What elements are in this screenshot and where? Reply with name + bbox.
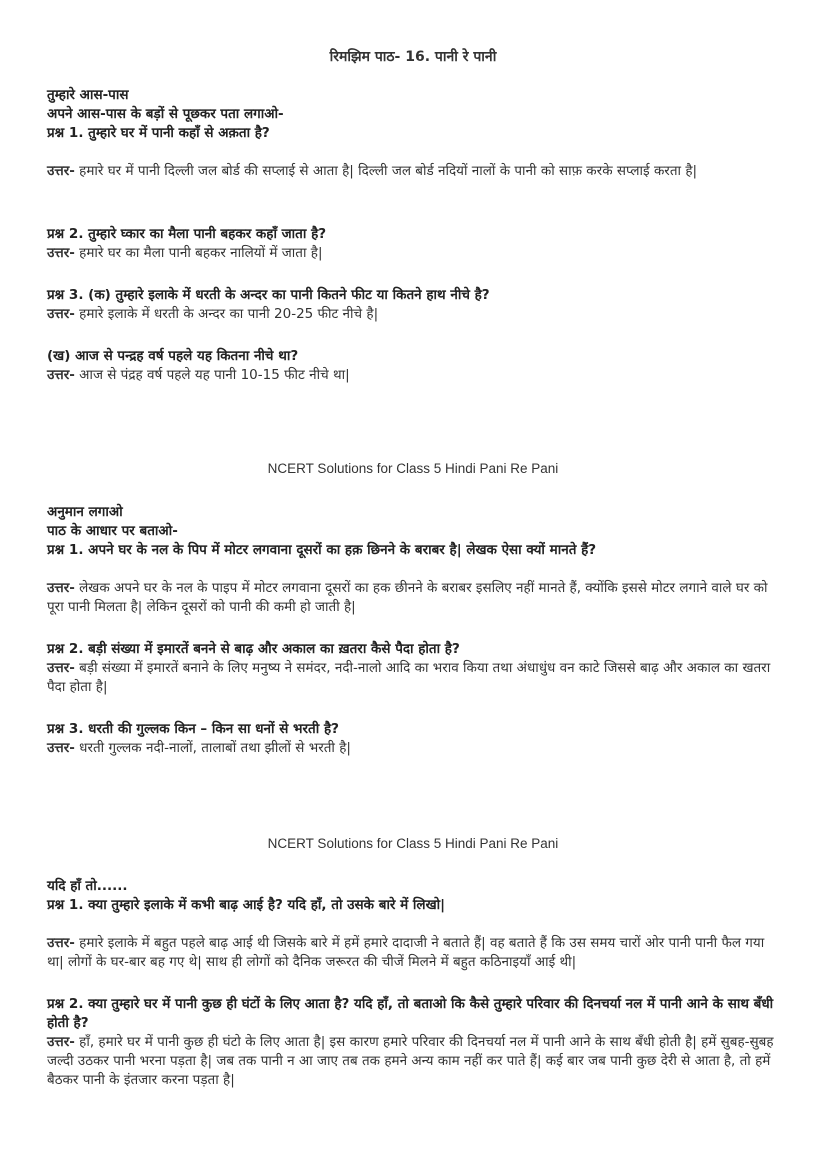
answer [47,1033,782,1090]
question: प्रश्न 1. तुम्हारे घर में पानी कहाँ से अक़ता है? [47,125,270,141]
page-caption: NCERT Solutions for Class 5 Hindi Pani Re Pani [267,836,559,851]
answer-text: हमारे इलाके में बहुत पहले बाढ़ आई थी जिसके बारे में हमें हमारे दादाजी ने बताते हैं| वह बताते हैं कि उस समय चारों ओर पानी पानी फैल गया था| लोगों के घर-बार बह गए थे| साथ ही लोगों को दैनिक जरूरत की चीजें मिलने में बहुत कठिनाइयाँ आई थी| [47,935,765,970]
section-heading: अनुमान लगाओ [47,504,123,520]
answer-text: हमारे घर में पानी दिल्ली जल बोर्ड की सप्लाई से आता है| दिल्ली जल बोर्ड नदियों नालों के पानी को साफ़ करके सप्लाई करता है| [79,163,698,179]
question: प्रश्न 2. बड़ी संख्या में इमारतें बनने से बाढ़ और अकाल का ख़तरा कैसे पैदा होता है? [47,641,460,657]
answer-text: आज से पंद्रह वर्ष पहले यह पानी 10-15 फीट नीचे था| [79,367,350,383]
question: प्रश्न 3. धरती की गुल्लक किन – किन सा धनों से भरती है? [47,721,339,737]
section-heading: यदि हाँ तो...... [47,878,128,894]
section-subheading: पाठ के आधार पर बताओ- [47,523,178,539]
section-heading: तुम्हारे आस-पास [47,87,129,103]
answer-label: उत्तर- [47,306,75,322]
answer-text: बड़ी संख्या में इमारतें बनाने के लिए मनुष्य ने समंदर, नदी-नालो आदि का भराव किया तथा अंधाधुंध वन काटे जिससे बाढ़ और अकाल का खतरा पैदा होता है| [47,660,771,695]
answer-label: उत्तर- [47,740,75,756]
question: प्रश्न 3. (क) तुम्हारे इलाके में धरती के अन्दर का पानी कितने फीट या कितने हाथ नीचे है? [47,287,490,303]
answer-text: हाँ, हमारे घर में पानी कुछ ही घंटो के लिए आता है| इस कारण हमारे परिवार की दिनचर्या नल में पानी आने के साथ बँधी होती है| हमें सुबह-सुबह जल्दी उठकर पानी भरना पड़ता है| जब तक पानी न आ जाए तब तक हमने अन्य काम नहीं कर पाते हैं| कई बार जब पानी कुछ देरी से आता है, तो हमें बैठकर पानी के इंतजार करना पड़ता है| [47,1034,774,1088]
page-caption: NCERT Solutions for Class 5 Hindi Pani Re Pani [267,461,559,476]
answer-label: उत्तर- [47,935,75,951]
question: प्रश्न 1. क्या तुम्हारे इलाके में कभी बाढ़ आई है? यदि हाँ, तो उसके बारे में लिखो| [47,897,446,913]
page-title: रिमझिम पाठ- 16. पानी रे पानी [329,49,497,65]
answer-text: हमारे घर का मैला पानी बहकर नालियों में जाता है| [79,245,323,261]
answer-text: हमारे इलाके में धरती के अन्दर का पानी 20-25 फीट नीचे है| [79,306,379,322]
answer [47,739,782,758]
answer-label: उत्तर- [47,245,75,261]
section-subheading: अपने आस-पास के बड़ों से पूछकर पता लगाओ- [47,106,284,122]
answer-label: उत्तर- [47,1034,75,1050]
answer [47,366,782,385]
answer-label: उत्तर- [47,580,75,596]
answer [47,244,782,263]
question: प्रश्न 2. क्या तुम्हारे घर में पानी कुछ ही घंटों के लिए आता है? यदि हाँ, तो बताओ कि कैसे तुम्हारे परिवार की दिनचर्या नल में पानी आने के साथ बँधी होती है? [47,996,774,1031]
answer [47,305,782,324]
answer-label: उत्तर- [47,660,75,676]
answer-label: उत्तर- [47,367,75,383]
answer [47,659,782,697]
answer-text: लेखक अपने घर के नल के पाइप में मोटर लगवाना दूसरों का हक छीनने के बराबर इसलिए नहीं मानते हैं, क्योंकि इससे मोटर लगाने वाले घर को पूरा पानी मिलता है| लेकिन दूसरों को पानी की कमी हो जाती है| [47,580,768,615]
answer [47,579,782,617]
answer-text: धरती गुल्लक नदी-नालों, तालाबों तथा झीलों से भरती है| [79,740,351,756]
question: प्रश्न 2. तुम्हारे घ्कार का मैला पानी बहकर कहाँ जाता है? [47,226,327,242]
answer-label: उत्तर- [47,163,75,179]
answer [47,934,782,972]
answer [47,162,782,181]
question: (ख) आज से पन्द्रह वर्ष पहले यह कितना नीचे था? [47,348,299,364]
question: प्रश्न 1. अपने घर के नल के पिप में मोटर लगवाना दूसरों का हक़ छिनने के बराबर है| लेखक ऐसा क्यों मानते हैं? [47,542,597,558]
